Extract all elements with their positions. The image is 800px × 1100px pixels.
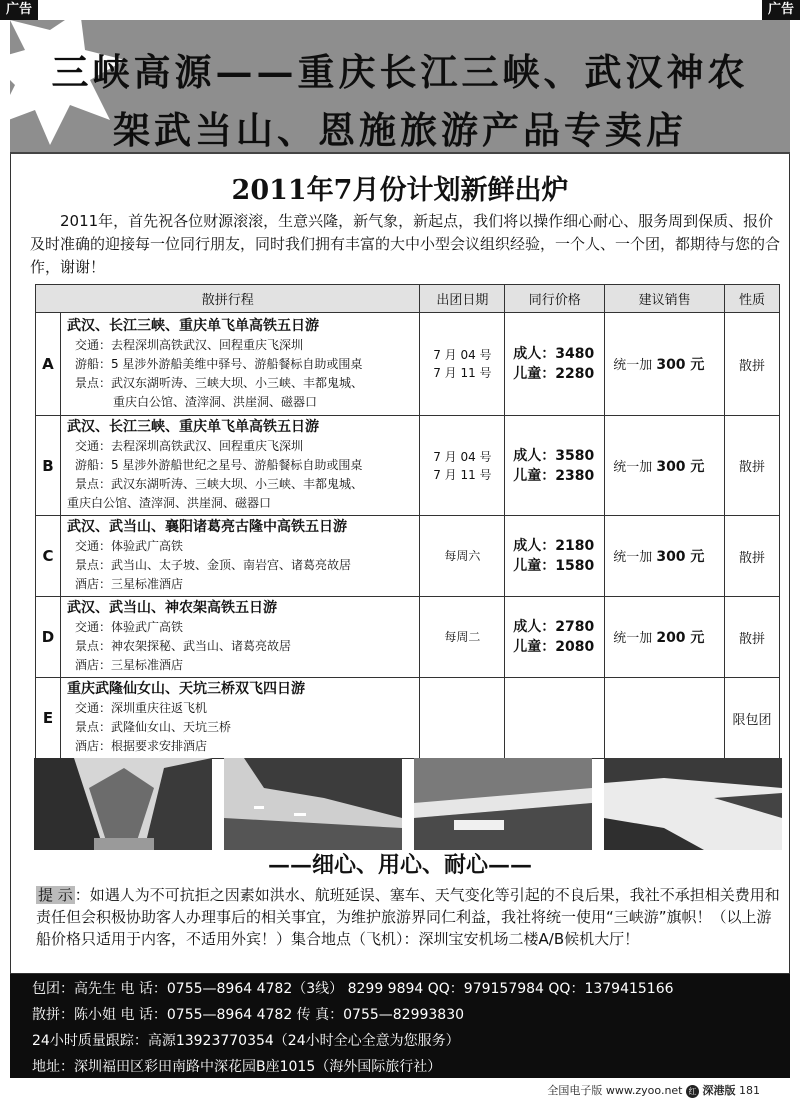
footer-site: 全国电子版 www.zyoo.net bbox=[547, 1084, 683, 1097]
date-cell bbox=[420, 516, 505, 597]
route-line: 景点：武汉东湖听涛、三峡大坝、小三峡、丰都鬼城、 bbox=[74, 477, 363, 491]
table-row bbox=[36, 313, 780, 416]
type-cell: 散拼 bbox=[725, 597, 780, 678]
route-line: 重庆白公馆、渣滓洞、洪崖洞、磁器口 bbox=[66, 496, 271, 510]
type-cell: 散拼 bbox=[725, 313, 780, 416]
route-line: 交通：深圳重庆往返飞机 bbox=[74, 701, 207, 715]
date-line: 每周六 bbox=[444, 549, 481, 563]
price-cell bbox=[505, 416, 605, 516]
table-row bbox=[36, 416, 780, 516]
price-adult: 成人：3480 bbox=[513, 346, 595, 362]
header-title-line1: 三峡高源——重庆长江三峡、武汉神农 bbox=[51, 50, 749, 94]
header-banner bbox=[10, 20, 790, 154]
type-cell: 散拼 bbox=[725, 416, 780, 516]
photo-river-bend bbox=[604, 758, 782, 850]
date-line: 7 月 11 号 bbox=[433, 366, 492, 380]
route-title: 武汉、武当山、襄阳诸葛亮古隆中高铁五日游 bbox=[66, 519, 347, 535]
suggest-cell bbox=[605, 678, 725, 759]
route-line: 景点：武隆仙女山、天坑三桥 bbox=[74, 720, 231, 734]
route-cell bbox=[60, 313, 419, 416]
route-title: 武汉、长江三峡、重庆单飞单高铁五日游 bbox=[66, 317, 319, 334]
footer-page-number: 181 bbox=[739, 1084, 760, 1097]
page-subtitle: 2011年7月份计划新鲜出炉 bbox=[231, 175, 569, 206]
suggest-cell bbox=[605, 416, 725, 516]
contact-row-group: 包团：高先生 电 话：0755—8964 4782（3线） 8299 9894 QQ：979157984 QQ：1379415166 bbox=[32, 981, 674, 997]
price-cell bbox=[505, 597, 605, 678]
route-cell bbox=[60, 678, 419, 759]
notice-paragraph bbox=[36, 884, 786, 950]
date-line: 7 月 04 号 bbox=[433, 348, 492, 362]
date-line: 7 月 11 号 bbox=[433, 467, 492, 482]
date-cell bbox=[420, 597, 505, 678]
suggest-prefix: 统一加 bbox=[613, 550, 657, 565]
header-route: 散拼行程 bbox=[36, 285, 420, 313]
contact-row-address: 地址：深圳福田区彩田南路中深花园B座1015（海外国际旅行社） bbox=[32, 1059, 442, 1075]
table-row bbox=[36, 597, 780, 678]
header-type: 性质 bbox=[725, 285, 780, 313]
price-adult: 成人：2780 bbox=[513, 619, 595, 635]
intro-paragraph: 2011年，首先祝各位财源滚滚，生意兴隆，新气象，新起点，我们将以操作细心耐心、服务周到保质、报价及时准确的迎接每一位同行朋友，同时我们拥有丰富的大中小型会议组织经验，一个人、一个团，都期待与您的合作，谢谢！ bbox=[30, 212, 781, 276]
photo-strip bbox=[34, 758, 782, 850]
header-title-line2: 架武当山、恩施旅游产品专卖店 bbox=[113, 108, 687, 152]
footer-badge-icon: 红 bbox=[686, 1085, 699, 1098]
price-child: 儿童：2280 bbox=[513, 366, 595, 382]
route-line: 交通：体验武广高铁 bbox=[74, 539, 183, 553]
route-title: 武汉、长江三峡、重庆单飞单高铁五日游 bbox=[66, 419, 319, 435]
header-suggest: 建议销售 bbox=[605, 285, 725, 313]
row-letter: A bbox=[36, 313, 61, 416]
footer-edition: 深港版 bbox=[702, 1084, 736, 1097]
route-line: 重庆白公馆、渣滓洞、洪崖洞、磁器口 bbox=[112, 394, 317, 409]
contact-block bbox=[10, 974, 790, 1078]
row-letter: B bbox=[36, 416, 61, 516]
route-line: 交通：体验武广高铁 bbox=[74, 620, 183, 634]
route-line: 酒店：根据要求安排酒店 bbox=[74, 739, 207, 753]
price-child: 儿童：1580 bbox=[513, 558, 595, 574]
suggest-amount: 200 元 bbox=[656, 630, 705, 646]
route-line: 交通：去程深圳高铁武汉、回程重庆飞深圳 bbox=[74, 337, 303, 352]
row-letter: C bbox=[36, 516, 61, 597]
contact-row-hotline: 24小时质量跟踪：高源13923770354（24小时全心全意为您服务） bbox=[32, 1033, 460, 1049]
date-line: 7 月 04 号 bbox=[433, 449, 492, 464]
photo-gorge-cliffs bbox=[34, 758, 212, 850]
header-price: 同行价格 bbox=[505, 285, 605, 313]
type-cell: 散拼 bbox=[725, 516, 780, 597]
suggest-cell bbox=[605, 313, 725, 416]
photo-river-boats bbox=[224, 758, 402, 850]
row-letter: D bbox=[36, 597, 61, 678]
route-line: 景点：神农架探秘、武当山、诸葛亮故居 bbox=[74, 639, 291, 653]
date-cell bbox=[420, 678, 505, 759]
header-date: 出团日期 bbox=[420, 285, 505, 313]
table-row bbox=[36, 678, 780, 759]
route-line: 景点：武当山、太子坡、金顶、南岩宫、诸葛亮故居 bbox=[74, 558, 351, 572]
route-line: 酒店：三星标准酒店 bbox=[74, 577, 183, 591]
suggest-amount: 300 元 bbox=[656, 458, 705, 475]
route-title: 武汉、武当山、神农架高铁五日游 bbox=[66, 600, 277, 616]
route-cell bbox=[60, 416, 419, 516]
slogan: ——细心、用心、耐心—— bbox=[267, 852, 532, 878]
price-cell bbox=[505, 678, 605, 759]
date-line: 每周二 bbox=[444, 630, 481, 644]
suggest-prefix: 统一加 bbox=[613, 358, 657, 373]
route-line: 游船：5 星涉外游船世纪之星号、游船餐标自助或围桌 bbox=[74, 458, 363, 472]
price-child: 儿童：2380 bbox=[513, 467, 595, 484]
route-line: 游船：5 星涉外游船美维中驿号、游船餐标自助或围桌 bbox=[74, 356, 363, 371]
price-cell bbox=[505, 516, 605, 597]
suggest-amount: 300 元 bbox=[656, 549, 705, 565]
photo-dam bbox=[414, 758, 592, 850]
date-cell bbox=[420, 313, 505, 416]
route-line: 景点：武汉东湖听涛、三峡大坝、小三峡、丰都鬼城、 bbox=[74, 375, 363, 390]
price-cell bbox=[505, 313, 605, 416]
tip-label: 提 示 bbox=[38, 886, 73, 904]
suggest-prefix: 统一加 bbox=[613, 459, 657, 475]
route-line: 酒店：三星标准酒店 bbox=[74, 658, 183, 672]
route-line: 交通：去程深圳高铁武汉、回程重庆飞深圳 bbox=[74, 439, 303, 453]
contact-row-individual: 散拼：陈小姐 电 话：0755—8964 4782 传 真：0755—82993830 bbox=[32, 1007, 465, 1023]
page-footer bbox=[547, 1082, 760, 1098]
price-child: 儿童：2080 bbox=[513, 639, 595, 655]
route-cell bbox=[60, 516, 419, 597]
notice-text: ：如遇人为不可抗拒之因素如洪水、航班延误、塞车、天气变化等引起的不良后果，我社不承担相关费用和责任但会积极协助客人办理事后的相关事宜，为维护旅游界同仁利益，我社将统一使用“三峡游”旗帜！（以上游船价格只适用于内客，不适用外宾！）集合地点（飞机）：深圳宝安机场二楼A/B候机大厅！ bbox=[36, 886, 780, 948]
date-cell bbox=[420, 416, 505, 516]
table-row bbox=[36, 516, 780, 597]
routes-table bbox=[35, 284, 780, 759]
row-letter: E bbox=[36, 678, 61, 759]
type-cell: 限包团 bbox=[725, 678, 780, 759]
table-header-row bbox=[36, 285, 780, 313]
ad-tag-right: 广告 bbox=[762, 0, 800, 20]
route-cell bbox=[60, 597, 419, 678]
suggest-amount: 300 元 bbox=[656, 357, 705, 373]
ad-tag-left: 广告 bbox=[0, 0, 38, 20]
suggest-cell bbox=[605, 597, 725, 678]
suggest-prefix: 统一加 bbox=[613, 631, 657, 646]
suggest-cell bbox=[605, 516, 725, 597]
price-adult: 成人：3580 bbox=[513, 447, 595, 464]
price-adult: 成人：2180 bbox=[513, 538, 595, 554]
route-title: 重庆武隆仙女山、天坑三桥双飞四日游 bbox=[66, 681, 305, 697]
